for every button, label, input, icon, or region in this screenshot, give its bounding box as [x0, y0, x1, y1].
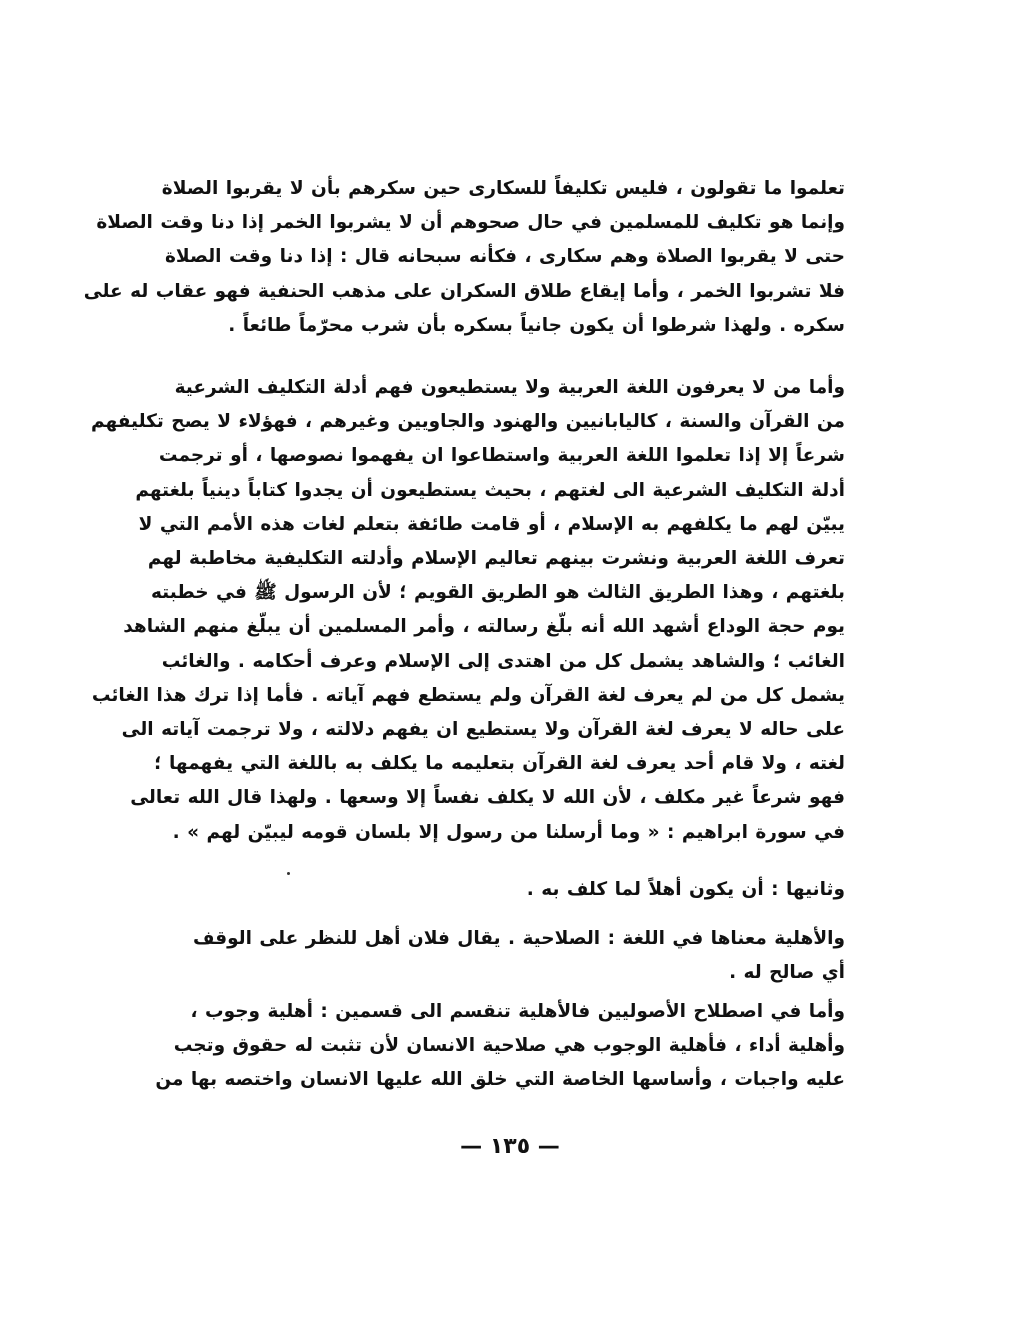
paragraph-second-condition: [205, 873, 845, 907]
text-line: وثانيها : أن يكون أهلاً لما كلف به .: [526, 879, 845, 900]
paragraph-eligibility-types: [155, 995, 845, 1098]
text-line: من القرآن والسنة ، كاليابانيين والهنود والجاويين وغيرهم ، فهؤلاء لا يصح تكليفهم: [91, 411, 845, 433]
text-line: يبيّن لهم ما يكلفهم به الإسلام ، أو قامت طائفة بتعلم لغات هذه الأمم التي لا: [138, 513, 845, 535]
text-line: لغته ، ولا قام أحد يعرف لغة القرآن بتعليمه ما يكلف به باللغة التي يفهمها ؛: [154, 753, 845, 775]
text-line: في سورة ابراهيم : « وما أرسلنا من رسول إلا بلسان قومه ليبيّن لهم » .: [172, 821, 845, 843]
text-line: وأهلية أداء ، فأهلية الوجوب هي صلاحية الانسان لأن تثبت له حقوق وتجب: [173, 1035, 845, 1057]
text-line: عليه واجبات ، وأساسها الخاصة التي خلق الله عليها الانسان واختصه بها من: [155, 1069, 845, 1091]
text-line: الغائب ؛ والشاهد يشمل كل من اهتدى إلى الإسلام وعرف أحكامه . والغائب: [161, 650, 845, 672]
text-line: فلا تشربوا الخمر ، وأما إيقاع طلاق السكران على مذهب الحنفية فهو عقاب له على: [83, 280, 845, 302]
text-line: وإنما هو تكليف للمسلمين في حال صحوهم أن لا يشربوا الخمر إذا دنا وقت الصلاة: [96, 212, 845, 234]
text-line: وأما من لا يعرفون اللغة العربية ولا يستطيعون فهم أدلة التكليف الشرعية: [174, 377, 845, 398]
text-line: يوم حجة الوداع أشهد الله أنه بلّغ رسالته ، وأمر المسلمين أن يبلّغ منهم الشاهد: [123, 616, 845, 638]
text-line: فهو شرعاً غير مكلف ، لأن الله لا يكلف نفساً إلا وسعها . ولهذا قال الله تعالى: [130, 787, 845, 809]
text-line: أدلة التكليف الشرعية الى لغتهم ، بحيث يستطيعون أن يجدوا كتاباً دينياً بلغتهم: [135, 479, 845, 501]
text-line: بلغتهم ، وهذا الطريق الثالث هو الطريق القويم ؛ لأن الرسول ﷺ في خطبته: [150, 582, 845, 604]
text-line: يشمل كل من لم يعرف لغة القرآن ولم يستطع فهم آياته . فأما إذا ترك هذا الغائب: [91, 684, 845, 706]
paragraph-eligibility-definition: [192, 922, 845, 990]
text-line: سكره . ولهذا شرطوا أن يكون جانياً بسكره بأن شرب محرّماً طائعاً .: [228, 314, 845, 336]
paragraph-intoxication: [83, 172, 845, 343]
paragraph-non-arabic-speakers: [91, 371, 845, 850]
text-line: والأهلية معناها في اللغة : الصلاحية . يقال فلان أهل للنظر على الوقف: [192, 928, 845, 949]
page-number: — ١٣٥ —: [460, 1134, 560, 1159]
text-line: تعلموا ما تقولون ، فليس تكليفاً للسكارى حين سكرهم بأن لا يقربوا الصلاة: [161, 178, 845, 199]
text-line: شرعاً إلا إذا تعلموا اللغة العربية واستطاعوا ان يفهموا نصوصها ، أو ترجمت: [158, 445, 845, 467]
text-line: على حاله لا يعرف لغة القرآن ولا يستطيع ان يفهم دلالته ، ولا ترجمت آياته الى: [121, 719, 845, 741]
text-line: أي صالح له .: [729, 962, 845, 984]
text-line: وأما في اصطلاح الأصوليين فالأهلية تنقسم الى قسمين : أهلية وجوب ،: [190, 1001, 845, 1022]
text-line: تعرف اللغة العربية ونشرت بينهم تعاليم الإسلام وأدلته التكليفية مخاطبة لهم: [147, 548, 845, 570]
text-line: حتى لا يقربوا الصلاة وهم سكارى ، فكأنه سبحانه قال : إذا دنا وقت الصلاة: [165, 246, 845, 268]
